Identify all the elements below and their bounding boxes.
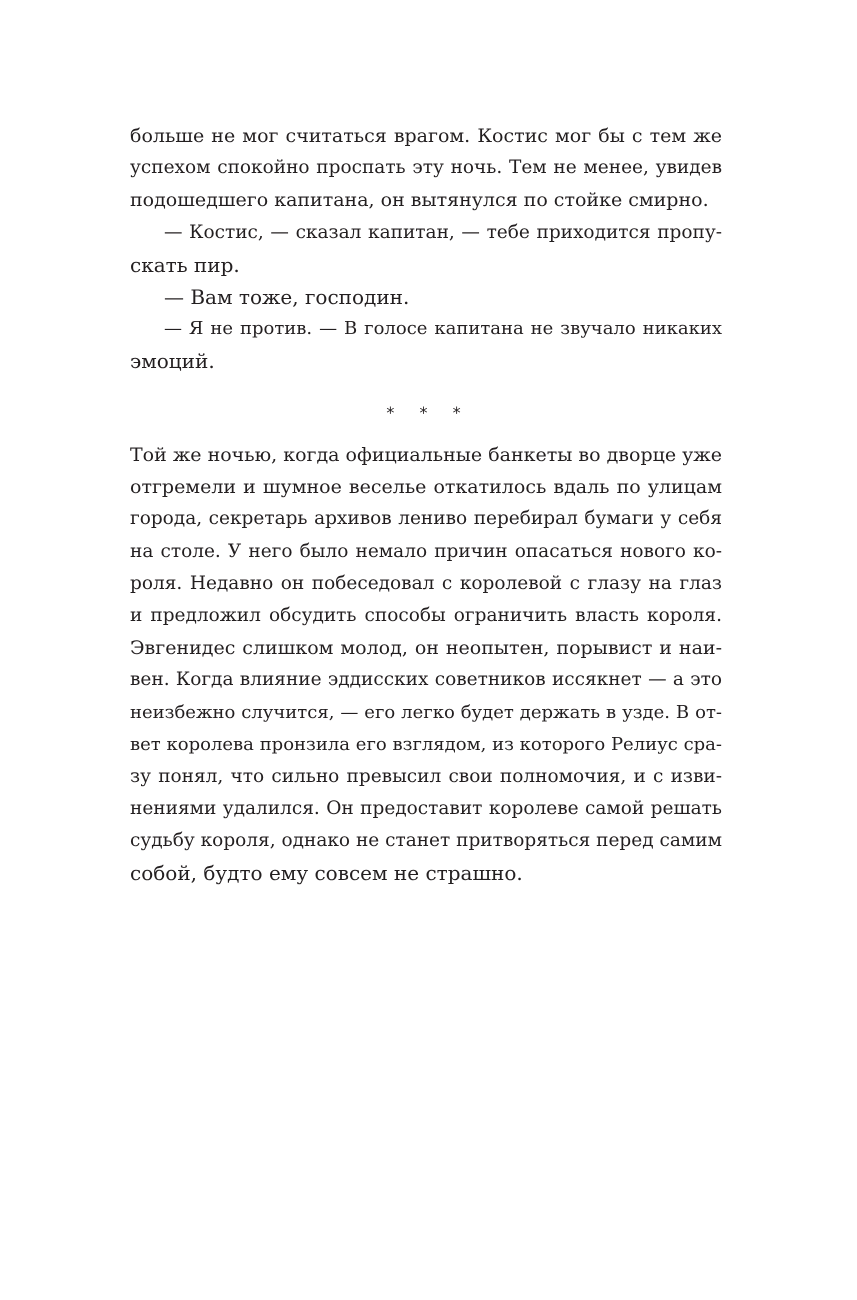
text-line: скать пир. bbox=[130, 252, 240, 277]
text-line: собой, будто ему совсем не страшно. bbox=[130, 861, 523, 886]
dialogue-line: — Костис, — сказал капитан, — тебе приходится пропу- bbox=[164, 221, 722, 243]
text-line: Эвгенидес слишком молод, он неопытен, порывист и наи- bbox=[130, 637, 722, 660]
dialogue-line: — Вам тоже, господин. bbox=[164, 284, 410, 309]
text-line: эмоций. bbox=[130, 349, 215, 374]
text-line: неизбежно случится, — его легко будет держать в узде. В от- bbox=[130, 701, 722, 723]
text-line: на столе. У него было немало причин опасаться нового ко- bbox=[130, 540, 722, 562]
text-line: Той же ночью, когда официальные банкеты во дворце уже bbox=[130, 444, 723, 466]
dialogue-section bbox=[130, 120, 722, 378]
text-line: судьбу короля, однако не станет притворяться перед самим bbox=[130, 830, 722, 852]
section-separator: * * * bbox=[386, 403, 471, 422]
text-line: подошедшего капитана, он вытянулся по стойке смирно. bbox=[130, 189, 709, 212]
text-line: нениями удалился. Он предоставит королеве самой решать bbox=[130, 798, 722, 820]
text-line: вет королева пронзила его взглядом, из которого Релиус сра- bbox=[130, 733, 722, 755]
text-line: больше не мог считаться врагом. Костис мог бы с тем же bbox=[130, 125, 722, 147]
text-line: и предложил обсудить способы ограничить власть короля. bbox=[130, 604, 722, 626]
text-line: успехом спокойно проспать эту ночь. Тем не менее, увидев bbox=[130, 157, 722, 179]
narrative-section bbox=[130, 439, 722, 890]
dialogue-line: — Я не против. — В голосе капитана не звучало никаких bbox=[164, 318, 722, 340]
text-line: города, секретарь архивов лениво перебирал бумаги у себя bbox=[130, 508, 722, 530]
text-line: вен. Когда влияние эддисских советников иссякнет — а это bbox=[130, 669, 722, 691]
text-line: роля. Недавно он побеседовал с королевой с глазу на глаз bbox=[130, 572, 722, 594]
text-line: отгремели и шумное веселье откатилось вдаль по улицам bbox=[130, 476, 722, 499]
text-line: зу понял, что сильно превысил свои полномочия, и с изви- bbox=[130, 765, 722, 787]
